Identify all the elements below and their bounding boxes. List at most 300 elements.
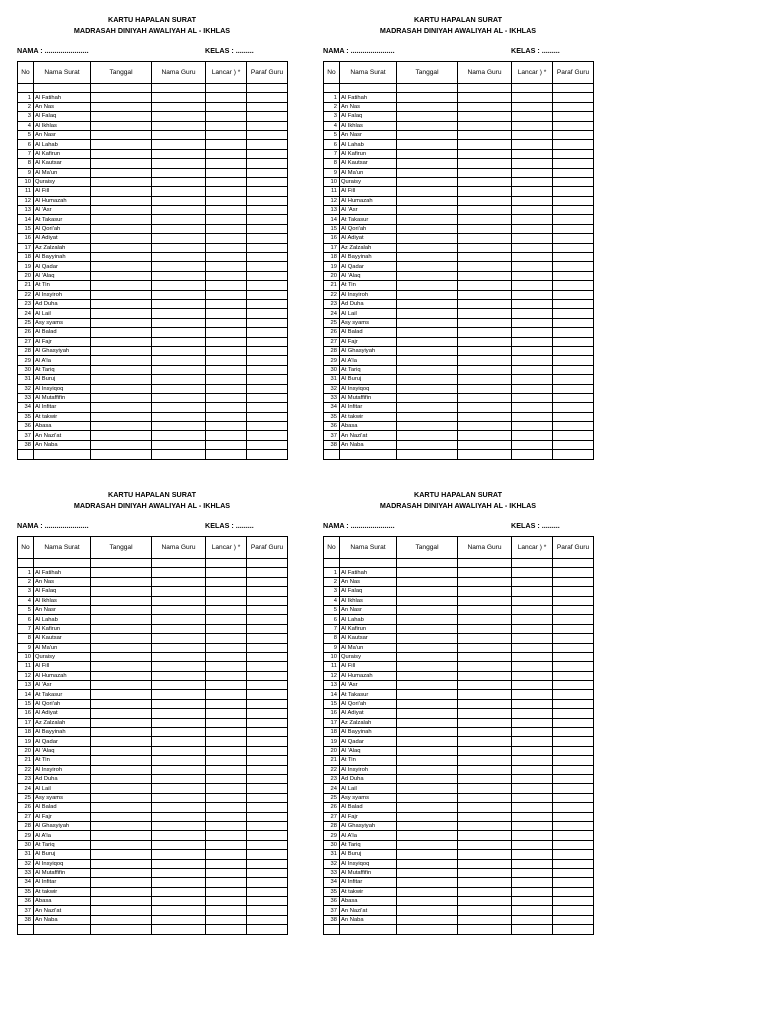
nama-guru-cell xyxy=(458,196,512,205)
nama-guru-cell xyxy=(458,840,512,849)
tanggal-cell xyxy=(397,821,458,830)
surah-number: 23 xyxy=(324,774,340,783)
tanggal-cell xyxy=(91,897,152,906)
lancar-cell xyxy=(206,868,247,877)
nama-guru-cell xyxy=(458,812,512,821)
tanggal-cell xyxy=(91,605,152,614)
nama-guru-cell xyxy=(152,440,206,449)
tanggal-cell xyxy=(91,587,152,596)
lancar-cell xyxy=(206,159,247,168)
nama-guru-cell xyxy=(458,774,512,783)
lancar-cell xyxy=(512,130,553,139)
tanggal-cell xyxy=(397,652,458,661)
paraf-guru-cell xyxy=(553,615,594,624)
lancar-cell xyxy=(512,253,553,262)
surah-name: Abasa xyxy=(34,897,91,906)
table-row xyxy=(18,887,288,896)
paraf-guru-cell xyxy=(247,393,288,402)
nama-guru-cell xyxy=(152,737,206,746)
surah-name: Al 'Asr xyxy=(340,681,397,690)
tanggal-cell xyxy=(91,102,152,111)
nama-guru-cell xyxy=(458,746,512,755)
surah-number: 37 xyxy=(18,906,34,915)
paraf-guru-cell xyxy=(553,803,594,812)
lancar-cell xyxy=(512,850,553,859)
lancar-cell xyxy=(206,803,247,812)
lancar-cell xyxy=(512,159,553,168)
nama-guru-cell xyxy=(152,765,206,774)
student-info-line xyxy=(17,46,287,58)
surah-name: Al Adiyat xyxy=(34,709,91,718)
nama-guru-cell xyxy=(458,906,512,915)
tanggal-cell xyxy=(397,671,458,680)
lancar-cell xyxy=(512,422,553,431)
surah-name: Al Insyiqoq xyxy=(340,384,397,393)
surah-number: 26 xyxy=(324,328,340,337)
lancar-cell xyxy=(512,906,553,915)
surah-number: 33 xyxy=(18,868,34,877)
table-row xyxy=(324,812,594,821)
lancar-cell xyxy=(512,318,553,327)
table-row xyxy=(324,309,594,318)
lancar-cell xyxy=(206,690,247,699)
lancar-cell xyxy=(206,615,247,624)
surah-number: 5 xyxy=(324,605,340,614)
table-row xyxy=(18,299,288,308)
surah-number: 31 xyxy=(18,850,34,859)
surah-name: Al Insyiqoq xyxy=(340,859,397,868)
nama-guru-cell xyxy=(458,393,512,402)
lancar-cell xyxy=(206,643,247,652)
surah-number: 38 xyxy=(324,915,340,924)
table-row xyxy=(324,850,594,859)
surah-name: Al 'Asr xyxy=(340,206,397,215)
lancar-cell xyxy=(512,662,553,671)
lancar-cell xyxy=(512,577,553,586)
tanggal-cell xyxy=(397,577,458,586)
paraf-guru-cell xyxy=(247,102,288,111)
table-row xyxy=(18,112,288,121)
surah-number: 3 xyxy=(18,587,34,596)
lancar-cell xyxy=(512,281,553,290)
table-row xyxy=(324,605,594,614)
tanggal-cell xyxy=(397,850,458,859)
nama-field: NAMA : ...................... xyxy=(17,46,89,55)
surah-number: 25 xyxy=(324,793,340,802)
paraf-guru-cell xyxy=(553,271,594,280)
surah-name: At Tariq xyxy=(34,365,91,374)
surah-name: Al Infitar xyxy=(340,878,397,887)
surah-number: 22 xyxy=(18,290,34,299)
table-row xyxy=(324,878,594,887)
header-nama-surat: Nama Surat xyxy=(34,537,91,559)
nama-guru-cell xyxy=(458,309,512,318)
lancar-cell xyxy=(206,412,247,421)
tanggal-cell xyxy=(397,309,458,318)
card-title: KARTU HAPALAN SURAT xyxy=(108,15,196,24)
surah-number: 3 xyxy=(324,587,340,596)
tanggal-cell xyxy=(91,243,152,252)
table-row xyxy=(324,403,594,412)
nama-field: NAMA : ...................... xyxy=(17,521,89,530)
table-row xyxy=(18,346,288,355)
paraf-guru-cell xyxy=(247,690,288,699)
surah-number: 21 xyxy=(324,281,340,290)
nama-guru-cell xyxy=(152,671,206,680)
surah-name: Al Mutaffifin xyxy=(34,393,91,402)
surah-name: Quraisy xyxy=(34,177,91,186)
surah-number: 19 xyxy=(18,737,34,746)
nama-guru-cell xyxy=(152,596,206,605)
surah-number: 4 xyxy=(324,121,340,130)
table-row xyxy=(324,831,594,840)
table-header-row xyxy=(324,62,594,84)
paraf-guru-cell xyxy=(553,915,594,924)
lancar-cell xyxy=(206,262,247,271)
tanggal-cell xyxy=(91,253,152,262)
nama-guru-cell xyxy=(152,271,206,280)
table-row xyxy=(324,121,594,130)
surah-name: Al Balad xyxy=(34,803,91,812)
lancar-cell xyxy=(206,281,247,290)
tanggal-cell xyxy=(397,187,458,196)
surah-number: 17 xyxy=(324,718,340,727)
surah-name: Al Insyiroh xyxy=(340,765,397,774)
tanggal-cell xyxy=(91,234,152,243)
tanggal-cell xyxy=(91,149,152,158)
lancar-cell xyxy=(512,568,553,577)
header-nama-surat: Nama Surat xyxy=(340,62,397,84)
nama-guru-cell xyxy=(458,365,512,374)
nama-guru-cell xyxy=(458,112,512,121)
surah-name: Al Ma'un xyxy=(34,643,91,652)
tanggal-cell xyxy=(397,224,458,233)
lancar-cell xyxy=(512,112,553,121)
lancar-cell xyxy=(206,897,247,906)
tanggal-cell xyxy=(397,699,458,708)
nama-guru-cell xyxy=(152,328,206,337)
table-row xyxy=(18,897,288,906)
paraf-guru-cell xyxy=(247,887,288,896)
tanggal-cell xyxy=(397,915,458,924)
lancar-cell xyxy=(512,868,553,877)
tanggal-cell xyxy=(91,756,152,765)
tanggal-cell xyxy=(91,690,152,699)
surah-number: 9 xyxy=(18,643,34,652)
surah-number: 12 xyxy=(324,196,340,205)
lancar-cell xyxy=(206,299,247,308)
surah-name: At Takasur xyxy=(340,690,397,699)
paraf-guru-cell xyxy=(553,224,594,233)
paraf-guru-cell xyxy=(553,168,594,177)
empty-row xyxy=(324,450,594,459)
table-row xyxy=(18,309,288,318)
nama-guru-cell xyxy=(458,624,512,633)
table-row xyxy=(18,699,288,708)
surah-number: 33 xyxy=(324,868,340,877)
header-tanggal: Tanggal xyxy=(397,62,458,84)
tanggal-cell xyxy=(397,262,458,271)
surah-table xyxy=(323,61,594,460)
paraf-guru-cell xyxy=(247,262,288,271)
table-row xyxy=(324,422,594,431)
header-tanggal: Tanggal xyxy=(91,62,152,84)
surah-name: Al Mutaffifin xyxy=(34,868,91,877)
nama-guru-cell xyxy=(458,356,512,365)
table-row xyxy=(324,140,594,149)
lancar-cell xyxy=(206,793,247,802)
nama-guru-cell xyxy=(458,271,512,280)
tanggal-cell xyxy=(397,774,458,783)
paraf-guru-cell xyxy=(553,384,594,393)
nama-guru-cell xyxy=(152,318,206,327)
surah-number: 24 xyxy=(324,784,340,793)
tanggal-cell xyxy=(91,318,152,327)
table-row xyxy=(18,365,288,374)
paraf-guru-cell xyxy=(553,262,594,271)
table-row xyxy=(324,906,594,915)
tanggal-cell xyxy=(397,337,458,346)
table-row xyxy=(324,262,594,271)
tanggal-cell xyxy=(91,737,152,746)
surah-number: 6 xyxy=(324,615,340,624)
paraf-guru-cell xyxy=(553,177,594,186)
table-row xyxy=(18,746,288,755)
surah-number: 14 xyxy=(18,215,34,224)
table-row xyxy=(324,224,594,233)
tanggal-cell xyxy=(397,356,458,365)
nama-guru-cell xyxy=(458,803,512,812)
kelas-field: KELAS : ......... xyxy=(511,46,560,55)
nama-guru-cell xyxy=(458,177,512,186)
lancar-cell xyxy=(512,177,553,186)
lancar-cell xyxy=(512,821,553,830)
table-row xyxy=(18,568,288,577)
tanggal-cell xyxy=(397,615,458,624)
tanggal-cell xyxy=(91,643,152,652)
spacer-row xyxy=(324,559,594,568)
paraf-guru-cell xyxy=(553,765,594,774)
nama-guru-cell xyxy=(152,149,206,158)
surah-name: Al Adiyat xyxy=(340,234,397,243)
lancar-cell xyxy=(206,812,247,821)
paraf-guru-cell xyxy=(247,587,288,596)
surah-name: Al Humazah xyxy=(34,671,91,680)
table-row xyxy=(18,224,288,233)
nama-guru-cell xyxy=(458,102,512,111)
paraf-guru-cell xyxy=(247,784,288,793)
nama-guru-cell xyxy=(458,346,512,355)
tanggal-cell xyxy=(91,840,152,849)
tanggal-cell xyxy=(397,831,458,840)
table-row xyxy=(18,718,288,727)
surah-name: Al Kafirun xyxy=(340,149,397,158)
lancar-cell xyxy=(206,234,247,243)
lancar-cell xyxy=(512,765,553,774)
table-row xyxy=(18,624,288,633)
surah-name: Al Lail xyxy=(340,309,397,318)
surah-number: 8 xyxy=(324,634,340,643)
lancar-cell xyxy=(512,812,553,821)
paraf-guru-cell xyxy=(553,196,594,205)
paraf-guru-cell xyxy=(247,271,288,280)
lancar-cell xyxy=(206,756,247,765)
tanggal-cell xyxy=(91,281,152,290)
paraf-guru-cell xyxy=(553,662,594,671)
lancar-cell xyxy=(512,897,553,906)
lancar-cell xyxy=(512,587,553,596)
paraf-guru-cell xyxy=(553,130,594,139)
surah-number: 11 xyxy=(324,187,340,196)
table-row xyxy=(324,243,594,252)
tanggal-cell xyxy=(91,774,152,783)
paraf-guru-cell xyxy=(247,746,288,755)
nama-guru-cell xyxy=(458,634,512,643)
surah-number: 24 xyxy=(324,309,340,318)
surah-number: 1 xyxy=(324,93,340,102)
paraf-guru-cell xyxy=(553,309,594,318)
nama-guru-cell xyxy=(152,112,206,121)
paraf-guru-cell xyxy=(247,149,288,158)
paraf-guru-cell xyxy=(553,690,594,699)
table-row xyxy=(18,765,288,774)
paraf-guru-cell xyxy=(247,224,288,233)
paraf-guru-cell xyxy=(553,281,594,290)
tanggal-cell xyxy=(397,662,458,671)
surah-name: Al Fill xyxy=(34,187,91,196)
paraf-guru-cell xyxy=(247,440,288,449)
tanggal-cell xyxy=(91,821,152,830)
tanggal-cell xyxy=(397,643,458,652)
nama-guru-cell xyxy=(152,605,206,614)
tanggal-cell xyxy=(91,187,152,196)
nama-guru-cell xyxy=(458,887,512,896)
table-row xyxy=(324,624,594,633)
table-row xyxy=(18,206,288,215)
surah-name: Al Fajr xyxy=(340,337,397,346)
surah-number: 7 xyxy=(324,624,340,633)
surah-number: 12 xyxy=(18,196,34,205)
surah-number: 6 xyxy=(324,140,340,149)
lancar-cell xyxy=(206,737,247,746)
tanggal-cell xyxy=(91,365,152,374)
nama-guru-cell xyxy=(152,634,206,643)
surah-name: Asy syams xyxy=(340,318,397,327)
surah-number: 25 xyxy=(18,793,34,802)
surah-name: Al 'Alaq xyxy=(340,271,397,280)
surah-name: At takwir xyxy=(340,887,397,896)
tanggal-cell xyxy=(91,859,152,868)
surah-number: 28 xyxy=(324,346,340,355)
surah-number: 23 xyxy=(18,299,34,308)
nama-guru-cell xyxy=(458,756,512,765)
table-row xyxy=(18,793,288,802)
nama-guru-cell xyxy=(152,346,206,355)
tanggal-cell xyxy=(91,159,152,168)
surah-number: 21 xyxy=(18,756,34,765)
lancar-cell xyxy=(512,356,553,365)
student-info-line xyxy=(323,521,593,533)
paraf-guru-cell xyxy=(247,774,288,783)
table-row xyxy=(18,605,288,614)
lancar-cell xyxy=(206,403,247,412)
paraf-guru-cell xyxy=(553,643,594,652)
tanggal-cell xyxy=(91,403,152,412)
table-row xyxy=(18,821,288,830)
lancar-cell xyxy=(206,718,247,727)
lancar-cell xyxy=(206,746,247,755)
paraf-guru-cell xyxy=(247,699,288,708)
surah-name: Al Lahab xyxy=(34,140,91,149)
nama-guru-cell xyxy=(458,690,512,699)
surah-number: 10 xyxy=(324,177,340,186)
header-lancar: Lancar ) * xyxy=(206,537,247,559)
nama-guru-cell xyxy=(152,868,206,877)
nama-guru-cell xyxy=(458,643,512,652)
table-row xyxy=(324,346,594,355)
tanggal-cell xyxy=(91,803,152,812)
lancar-cell xyxy=(512,690,553,699)
table-row xyxy=(18,812,288,821)
nama-guru-cell xyxy=(458,262,512,271)
surah-name: Al Qadar xyxy=(340,737,397,746)
paraf-guru-cell xyxy=(553,440,594,449)
spacer-row xyxy=(324,84,594,93)
tanggal-cell xyxy=(91,568,152,577)
nama-guru-cell xyxy=(152,196,206,205)
surah-number: 6 xyxy=(18,615,34,624)
lancar-cell xyxy=(206,384,247,393)
nama-guru-cell xyxy=(152,859,206,868)
lancar-cell xyxy=(512,262,553,271)
table-row xyxy=(324,634,594,643)
surah-number: 10 xyxy=(18,177,34,186)
surah-number: 8 xyxy=(18,634,34,643)
table-row xyxy=(324,577,594,586)
tanggal-cell xyxy=(91,215,152,224)
lancar-cell xyxy=(206,393,247,402)
tanggal-cell xyxy=(397,868,458,877)
table-row xyxy=(18,728,288,737)
lancar-cell xyxy=(206,878,247,887)
table-row xyxy=(18,337,288,346)
paraf-guru-cell xyxy=(247,346,288,355)
tanggal-cell xyxy=(397,624,458,633)
tanggal-cell xyxy=(91,728,152,737)
nama-guru-cell xyxy=(458,596,512,605)
surah-name: Al Lail xyxy=(34,309,91,318)
paraf-guru-cell xyxy=(553,356,594,365)
surah-number: 28 xyxy=(18,346,34,355)
paraf-guru-cell xyxy=(247,850,288,859)
paraf-guru-cell xyxy=(247,765,288,774)
paraf-guru-cell xyxy=(247,253,288,262)
lancar-cell xyxy=(512,746,553,755)
paraf-guru-cell xyxy=(553,140,594,149)
tanggal-cell xyxy=(91,130,152,139)
paraf-guru-cell xyxy=(247,431,288,440)
header-paraf-guru: Paraf Guru xyxy=(247,62,288,84)
paraf-guru-cell xyxy=(247,812,288,821)
paraf-guru-cell xyxy=(553,681,594,690)
paraf-guru-cell xyxy=(553,234,594,243)
tanggal-cell xyxy=(91,93,152,102)
paraf-guru-cell xyxy=(553,159,594,168)
header-nama-surat: Nama Surat xyxy=(34,62,91,84)
paraf-guru-cell xyxy=(553,821,594,830)
table-row xyxy=(324,337,594,346)
surah-number: 20 xyxy=(324,746,340,755)
